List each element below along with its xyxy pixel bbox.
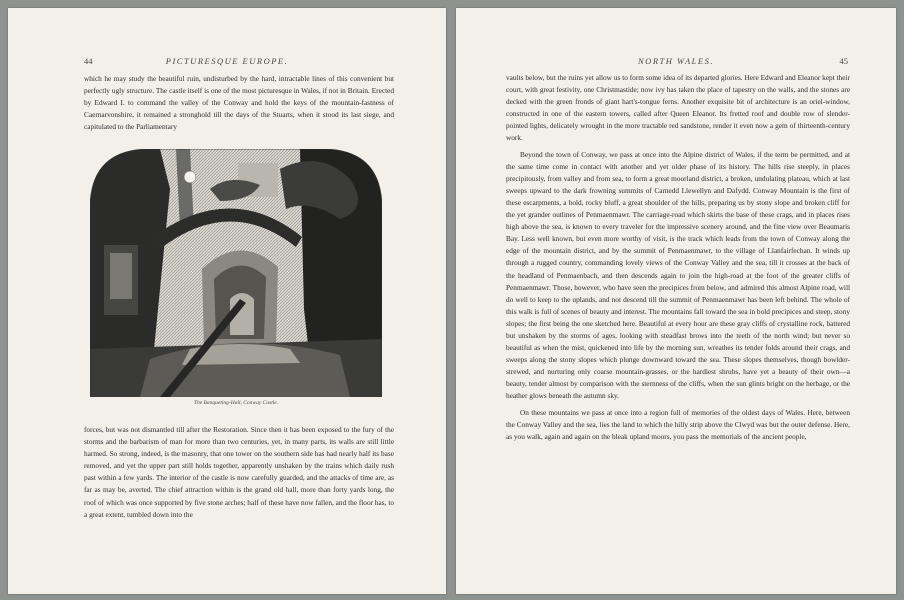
running-head-title: PICTURESQUE EUROPE. [165,56,289,66]
engraving-illustration [90,149,382,397]
left-page [8,8,446,594]
paragraph: Beyond the town of Conway, we pass at once into the Alpine district of Wales, if the term be permitted, and at the same time come in contact with another and yet older phase of its history. The hills rise steeply, in places precipitously, from valley and from sea, to form a great moorland district, a broken, undulating plateau, which at last sweeps upward to the dark frowning summits of Carnedd Llewellyn and Dafydd. Conway Mountain is the first of these escarpments, a bold, rocky bluff, a great shoulder of the hills, preparing us by stony slope and broken cliff for the yet grander outlines of Penmaenmawr. The carriage-road which skirts the base of these crags, and in places rises high above the sea, is known to every traveler for the impressive scenery around, and the fine view over Beaumaris Bay. Less well known, but even more worthy of visit, is the track which leads from the town of Conway along the edge of the mountain district, and by the summit of Penmaenmawr, to the village of Llanfairfechan. It winds up through a rugged country, commanding lovely views of the Conway Valley and the sea, till it crosses at the back of the headland of Penmaenbach, and then descends again to join the high-road at the foot of the greater cliffs of Penmaenmawr. Those, however, who have seen the precipices from below, and admired this almost Alpine road, will do well to keep to the uplands, and not descend till the summit of Penmaenmawr has been left behind. The whole of this walk is full of scenes of beauty and interest. The mountains fall toward the sea in bold precipices and steep, stony slopes; the first being the one sketched here. Beautiful at every hour are these gray cliffs of crystalline rock, battered but unshaken by the storms of ages, looking with steadfast brows into the teeth of the north wind; but never so beautiful as when the mist, quickened into life by the morning sun, wreathes its tender folds around their crags, and sweeps along the stony slopes which plunge downward toward the sea. These slopes themselves, though bowlder-strewed, and nurturing only coarse mountain-grasses, or the hardiest shrubs, have yet a beauty of their own—a beauty, tender almost by comparison with the sternness of the cliffs, when the sun glints bright on the herbage, or the heather glows beneath the autumn sky. [506,149,850,401]
running-head [456,56,896,70]
paragraph: On these mountains we pass at once into a region full of memories of the oldest days of Wales. Here, between the Conway Valley and the sea, lies the land to which the hilly strip above the Clwyd was but the outer defense. Here, as you walk, again and again on the bleak upland moors, you pass the memorials of the ancient people, [506,407,850,441]
paragraph: forces, but was not dismantled till after the Restoration. Since then it has been exposed to the fury of the storms and the barbarism of man for more than two centuries, yet, in many parts, its walls are still little harmed. So strong, indeed, is the masonry, that one tower on the southern side has had nearly half its base removed, and yet the upper part still holds together, apparently unshaken by the trains which daily rush past within a few yards. The interior of the castle is now carefully guarded, and the attacks of time are, as far as may be, averted. The chief attraction within is the grand old hall, more than forty yards long, the roof of which was once supported by five stone arches; half of these have now fallen, and the floor has, to a great extent, tumbled down into the [84,425,394,519]
running-head [8,56,446,70]
running-head-title: NORTH WALES. [638,56,714,66]
right-page [456,8,896,594]
body-text [506,72,850,538]
paragraph: which he may study the beautiful ruin, undisturbed by the hard, intractable lines of this convenient but perfectly ugly structure. The castle itself is one of the most picturesque in Wales, if not in Britain. Erected by Edward I. to command the valley of the Conway and hold the keys of the mountain-fastness of Caernarvonshire, it remained a stronghold till the days of the Stuarts, when it stood its last siege, and capitulated to the Parliamentary [84,74,394,132]
page-number: 45 [839,56,848,66]
paragraph: vaults below, but the ruins yet allow us to form some idea of its departed glories. Here Edward and Eleanor kept their court, with great festivity, one Christmastide; now ivy has taken the place of tapestry on the walls, and the stones are decked with the green fronds of giant hart's-tongue ferns. Another exquisite bit of architecture is an oriel-window, constructed in one of the eastern towers, called after Queen Eleanor. Its fretted roof and double row of slender-pointed lights, delicately wrought in the more tractable red sandstone, render it even now a gem of thirteenth-century work. [506,73,850,143]
page-number: 44 [84,56,93,66]
illustration-caption: The Banqueting-Hall, Conway Castle. [193,400,279,406]
body-text-top [84,73,394,161]
body-text-bottom [84,424,394,540]
